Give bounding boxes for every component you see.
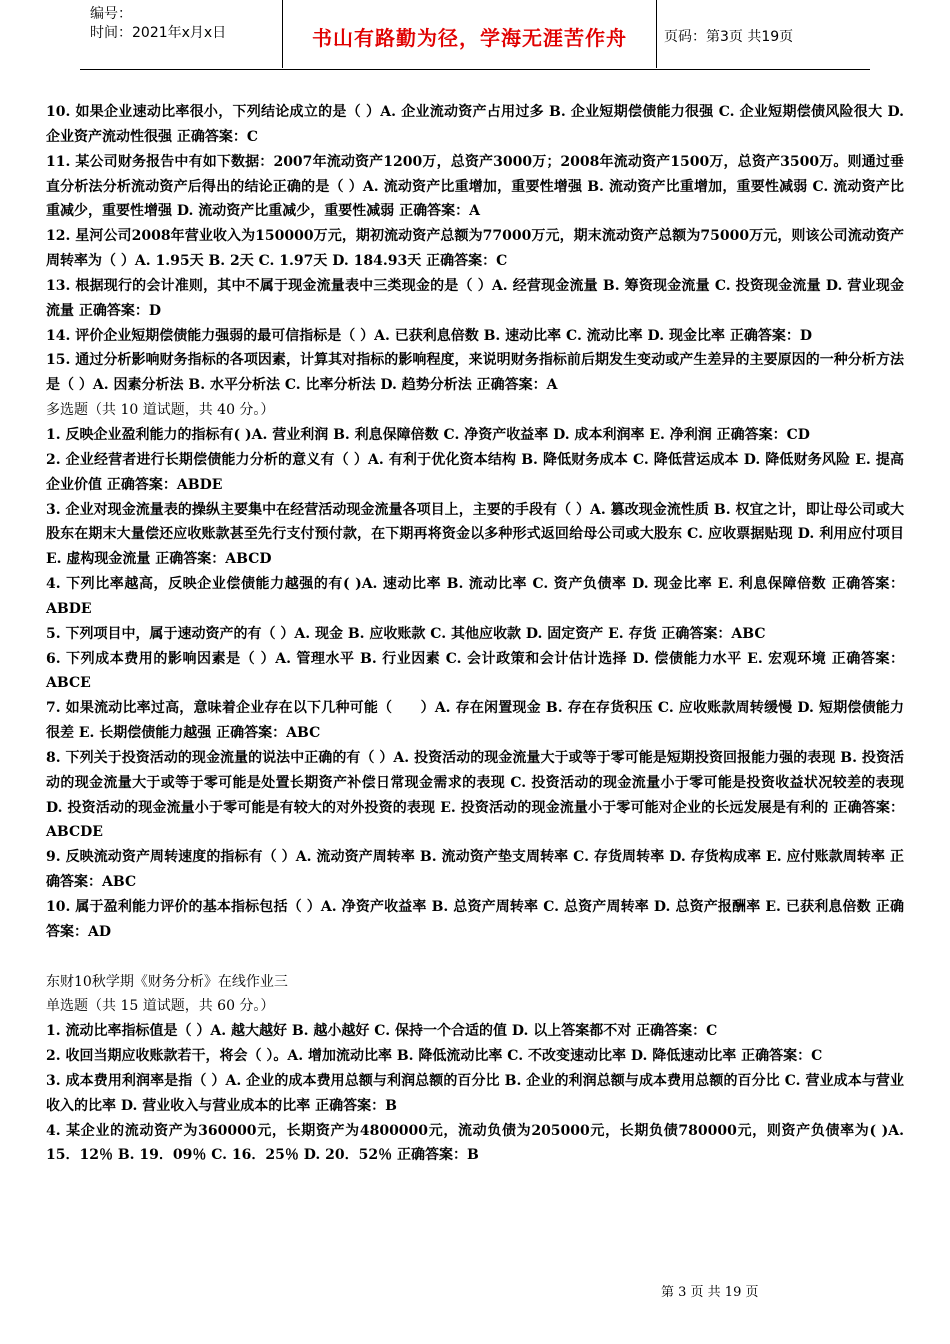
page-info: 页码：第3页 共19页 bbox=[664, 29, 794, 45]
section-heading: 多选题（共 10 道试题，共 40 分。） bbox=[46, 402, 275, 419]
question-paragraph: 3. 成本费用利润率是指（ ）A. 企业的成本费用总额与利润总额的百分比 B. 企业的利润总额与成本费用总额的百分比 C. 营业成本与营业收入的比率 D. 营业收入与营业成本的比率 正确答案：B bbox=[46, 1072, 904, 1114]
blank-line bbox=[46, 945, 904, 970]
question-paragraph: 1. 反映企业盈利能力的指标有( )A. 营业利润 B. 利息保障倍数 C. 净资产收益率 D. 成本利润率 E. 净利润 正确答案：CD bbox=[46, 426, 810, 443]
header-meta bbox=[80, 0, 282, 68]
motto: 书山有路勤为径，学海无涯苦作舟 bbox=[312, 26, 627, 50]
question-paragraph: 1. 流动比率指标值是（ ）A. 越大越好 B. 越小越好 C. 保持一个合适的值 D. 以上答案都不对 正确答案：C bbox=[46, 1023, 718, 1040]
question-paragraph: 13. 根据现行的会计准则，其中不属于现金流量表中三类现金的是（ ）A. 经营现金流量 B. 筹资现金流量 C. 投资现金流量 D. 营业现金流量 正确答案：D bbox=[46, 277, 904, 319]
header-motto-cell bbox=[282, 0, 657, 68]
question-paragraph: 8. 下列关于投资活动的现金流量的说法中正确的有（ ）A. 投资活动的现金流量大于或等于零可能是短期投资回报能力强的表现 B. 投资活动的现金流量大于或等于零可能是处置长期资产补偿日常现金需求的表现 C. 投资活动的现金流量小于零可能是投资收益状况较差的表现 D. 投资活动的现金流量小于零可能是有较大的对外投资的表现 E. 投资活动的现金流量小于零可能对企业的长远发展是有利的 正确答案：ABCDE bbox=[46, 749, 904, 841]
question-paragraph: 7. 如果流动比率过高，意味着企业存在以下几种可能（ ）A. 存在闲置现金 B. 存在存货积压 C. 应收账款周转缓慢 D. 短期偿债能力很差 E. 长期偿债能力越强 正确答案：ABC bbox=[46, 700, 904, 742]
question-paragraph: 15. 通过分析影响财务指标的各项因素，计算其对指标的影响程度，来说明财务指标前后期发生变动或产生差异的主要原因的一种分析方法是（ ）A. 因素分析法 B. 水平分析法 C. 比率分析法 D. 趋势分析法 正确答案：A bbox=[46, 352, 904, 394]
question-paragraph: 6. 下列成本费用的影响因素是（ ）A. 管理水平 B. 行业因素 C. 会计政策和会计估计选择 D. 偿债能力水平 E. 宏观环境 正确答案：ABCE bbox=[46, 650, 905, 692]
document-body bbox=[46, 100, 904, 1168]
header-page-cell bbox=[656, 0, 870, 68]
question-paragraph: 4. 下列比率越高，反映企业偿债能力越强的有( )A. 速动比率 B. 流动比率 C. 资产负债率 D. 现金比率 E. 利息保障倍数 正确答案：ABDE bbox=[46, 576, 904, 617]
question-paragraph: 11. 某公司财务报告中有如下数据：2007年流动资产1200万，总资产3000万；2008年流动资产1500万，总资产3500万。则通过垂直分析法分析流动资产后得出的结论正确的是（ ）A. 流动资产比重增加，重要性增强 B. 流动资产比重增加，重要性减弱 C. 流动资产比重减少，重要性增强 D. 流动资产比重减少，重要性减弱 正确答案：A bbox=[46, 153, 904, 220]
question-paragraph: 10. 属于盈利能力评价的基本指标包括（ ）A. 净资产收益率 B. 总资产周转率 C. 总资产周转率 D. 总资产报酬率 E. 已获利息倍数 正确答案：AD bbox=[46, 899, 904, 940]
question-paragraph: 14. 评价企业短期偿债能力强弱的最可信指标是（ ）A. 已获利息倍数 B. 速动比率 C. 流动比率 D. 现金比率 正确答案：D bbox=[46, 327, 812, 344]
question-paragraph: 2. 收回当期应收账款若干，将会（ ）。A. 增加流动比率 B. 降低流动比率 C. 不改变速动比率 D. 降低速动比率 正确答案：C bbox=[46, 1048, 823, 1065]
question-paragraph: 3. 企业对现金流量表的操纵主要集中在经营活动现金流量各项目上，主要的手段有（ ）A. 篡改现金流性质 B. 权宜之计，即让母公司或大股东在期末大量偿还应收账款甚至先行支付预付款，在下期再将资金以多种形式返回给母公司或大股东 C. 应收票据贴现 D. 利用应付项目 E. 虚构现金流量 正确答案：ABCD bbox=[46, 501, 904, 568]
number-label: 编号： bbox=[90, 6, 132, 22]
page-footer: 第 3 页 共 19 页 bbox=[661, 1285, 759, 1300]
page-header bbox=[80, 0, 870, 70]
question-paragraph: 2. 企业经营者进行长期偿债能力分析的意义有（ ）A. 有利于优化资本结构 B. 降低财务成本 C. 降低营运成本 D. 降低财务风险 E. 提高企业价值 正确答案：ABDE bbox=[46, 451, 904, 493]
time-label: 时间：2021年x月x日 bbox=[90, 25, 227, 41]
question-paragraph: 5. 下列项目中，属于速动资产的有（ ）A. 现金 B. 应收账款 C. 其他应收款 D. 固定资产 E. 存货 正确答案：ABC bbox=[46, 625, 766, 642]
question-paragraph: 10. 如果企业速动比率很小，下列结论成立的是（ ）A. 企业流动资产占用过多 B. 企业短期偿债能力很强 C. 企业短期偿债风险很大 D. 企业资产流动性很强 正确答案：C bbox=[46, 104, 904, 145]
section-heading: 单选题（共 15 道试题，共 60 分。） bbox=[46, 998, 275, 1015]
question-paragraph: 4. 某企业的流动资产为360000元，长期资产为4800000元，流动负债为205000元，长期负债780000元，则资产负债率为( )A. 15．12％ B. 19．09％ C. 16．25％ D. 20．52％ 正确答案：B bbox=[46, 1122, 904, 1164]
section-heading: 东财10秋学期《财务分析》在线作业三 bbox=[46, 973, 288, 990]
question-paragraph: 9. 反映流动资产周转速度的指标有（ ）A. 流动资产周转率 B. 流动资产垫支周转率 C. 存货周转率 D. 存货构成率 E. 应付账款周转率 正确答案：ABC bbox=[46, 849, 904, 891]
question-paragraph: 12. 星河公司2008年营业收入为150000万元，期初流动资产总额为77000万元，期末流动资产总额为75000万元，则该公司流动资产周转率为（ ）A. 1.95天 B. 2天 C. 1.97天 D. 184.93天 正确答案：C bbox=[46, 228, 904, 270]
